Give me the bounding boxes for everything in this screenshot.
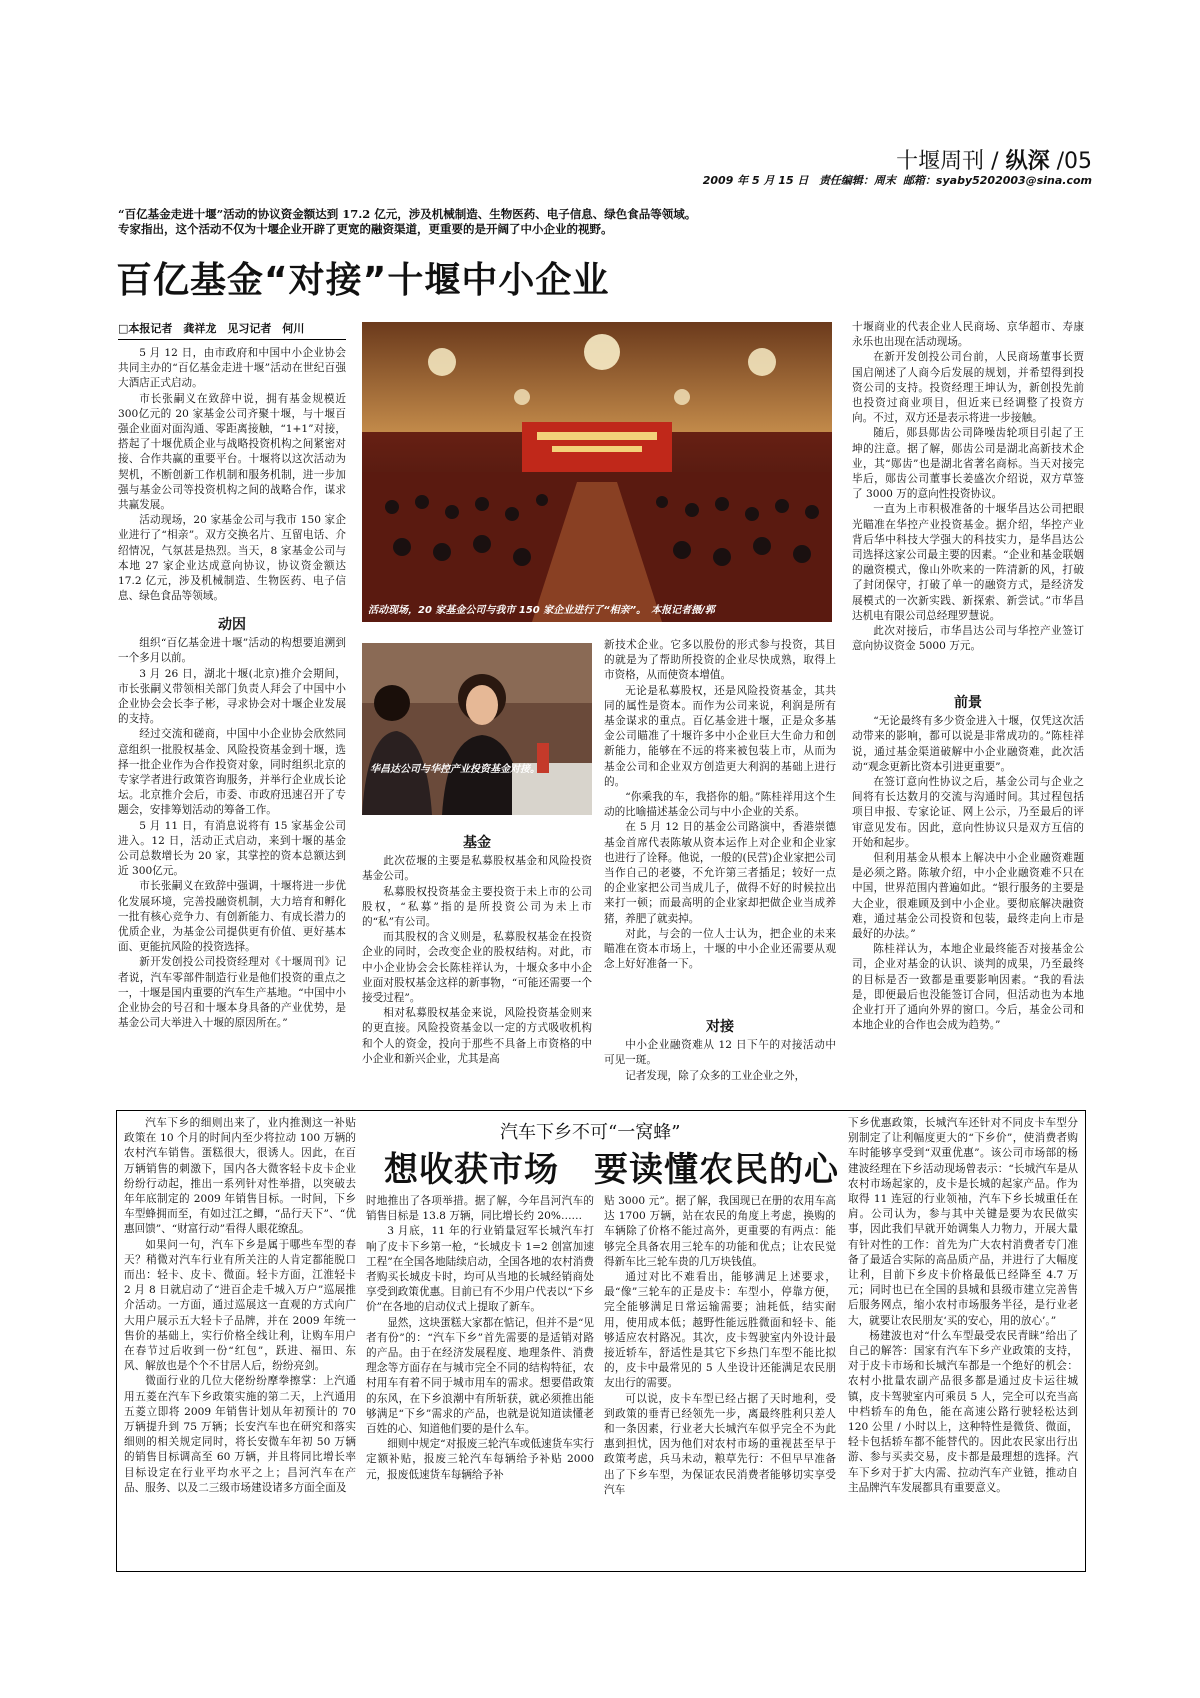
- paragraph: 如果问一句，汽车下乡是属于哪些车型的春天？稍微对汽车行业有所关注的人肯定都能脱口而出：轻卡、皮卡、微面。轻卡方面，江淮轻卡 2 月 8 日就启动了“进百企走千城入万户”巡展推介活动。一方面，通过巡展这一直观的方式向广大用户展示五大轻卡子品牌，并在 2009 年统一售价的基础上，实行价格全线让利，让购车用户在春节过后收到一份“红包”，跃进、福田、东风、解放也是个个不甘居人后，纷纷亮剑。: [124, 1238, 356, 1373]
- paragraph: 3 月 26 日，湖北十堰(北京)推介会期间，市长张嗣义带领相关部门负责人拜会了中国中小企业协会会长李子彬，寻求协会对十堰企业发展的支持。: [118, 667, 346, 726]
- subhead-duijie: 对接: [706, 1019, 734, 1035]
- subhead-dongyin: 动因: [218, 617, 246, 633]
- paragraph: 在新开发创投公司台前，人民商场董事长贾国启阐述了人商今后发展的规划，并希望得到投资公司的支持。投资经理王坤认为，新创投先前也投资过商业项目，但近来已经调整了投资方向。不过，双方还是表示将进一步接触。: [852, 351, 1084, 425]
- paragraph: 经过交流和磋商，中国中小企业协会欣然同意组织一批股权基金、风险投资基金到十堰，选择一批企业作为合作投资对象，同时组织北京的专家学者进行政策咨询服务，并举行企业成长论坛。北京推介会后，市委、市政府迅速召开了专题会，安排筹划活动的筹备工作。: [118, 728, 346, 817]
- top-column-3: [604, 638, 836, 1014]
- conference-illustration: [362, 322, 832, 622]
- paragraph: 汽车下乡的细则出来了，业内推测这一补贴政策在 10 个月的时间内至少将拉动 100 万辆的农村汽车销售。蛋糕很大，很诱人。因此，在百万辆销售的刺激下，国内各大微客轻卡皮卡企业纷纷行动起，推出一系列针对性举措，以突破去年年底制定的 2009 年销售目标。一时间，下乡车型蜂拥而至，有如过江之鲫，“品行天下”、“优惠回馈”、“财富行动”看得人眼花缭乱。: [124, 1117, 356, 1236]
- deck-line-1: “百亿基金走进十堰”活动的协议资金额达到 17.2 亿元，涉及机械制造、生物医药、电子信息、绿色食品等领域。: [118, 207, 697, 221]
- paragraph: 相对私募股权基金来说，风险投资基金则来的更直接。风险投资基金以一定的方式吸收机构和个人的资金，投向于那些不具备上市资格的中小企业和新兴企业，尤其是高: [362, 1007, 592, 1065]
- paragraph: 一直为上市积极准备的十堰华昌达公司把眼光瞄准在华控产业投资基金。据介绍，华控产业背后华中科技大学强大的科技实力，是华昌达公司选择这家公司最主要的因素。“企业和基金联姻的融资模式，像山外吹来的一阵清新的风，打破了封闭保守，打破了单一的融资方式，是经济发展模式的一次新实践、新探索、新尝试。”市华昌达机电有限公司总经理罗慧说。: [852, 503, 1084, 622]
- bottom-column-3: [604, 1194, 836, 1564]
- paragraph: 而其股权的含义则是，私募股权基金在投资企业的同时，会改变企业的股权结构。对此，市中小企业协会会长陈桂祥认为，十堰众多中小企业面对股权基金这样的新事物，“可能还需要一个接受过程”。: [362, 931, 592, 1005]
- paragraph: 市长张嗣义在致辞中强调，十堰将进一步优化发展环境，完善投融资机制，大力培育和孵化一批有核心竞争力、有创新能力、有成长潜力的优质企业，为基金公司提供更有价值、更好基本面、更能抗风险的投资选择。: [118, 880, 346, 954]
- top-column-2: [362, 832, 592, 1082]
- paragraph: 可以说，皮卡车型已经占据了天时地利，受到政策的垂青已经领先一步，离最终胜利只差人和一条因素，行业老大长城汽车似乎完全不为此惠到担忧，因为他们对农村市场的重视甚至早于政策考虑，兵马未动，粮草先行：不但早早准备出了下乡车型，为保证农民消费者能够切实享受汽车: [604, 1392, 836, 1496]
- meeting-photo: [362, 643, 592, 815]
- conference-photo-caption: 活动现场，20 家基金公司与我市 150 家企业进行了“相亲”。 本报记者摄/郭: [368, 605, 715, 616]
- paragraph: 活动现场，20 家基金公司与我市 150 家企业进行了“相亲”。双方交换名片、互留电话、介绍情况，气氛甚是热烈。当天，8 家基金公司与本地 27 家企业达成意向协议，协议资金额达 17.2 亿元，涉及机械制造、生物医药、电子信息、绿色食品等领域。: [118, 514, 346, 603]
- paragraph: 陈桂祥认为，本地企业最终能否对接基金公司，企业对基金的认识、谈判的成果，乃至最终的目标是否一致都是重要影响因素。“我的看法是，即便最后也没能签订合同，但活动也为本地企业打开了通向外界的窗口。今后，基金公司和本地企业的合作也会成为趋势。”: [852, 943, 1084, 1032]
- paragraph: 私募股权投资基金主要投资于未上市的公司股权，“私募”指的是所投资公司为未上市的“私”有公司。: [362, 885, 592, 929]
- paragraph: 时地推出了各项举措。据了解，今年昌河汽车的销售目标是 13.8 万辆，同比增长约 20%……: [366, 1195, 594, 1223]
- top-column-1b: [118, 614, 346, 1080]
- page-number: /05: [1056, 149, 1092, 174]
- paragraph: 下乡优惠政策，长城汽车还针对不同皮卡车型分别制定了让利幅度更大的“下乡价”，使消费者购车时能够享受到“双重优惠”。该公司市场部的杨建波经理在下乡活动现场曾表示：“长城汽车是从农村市场起家的，皮卡是长城的起家产品。作为取得 11 连冠的行业领袖，汽车下乡长城重任在肩。公司认为，参与其中关键是要为农民做实事，因此我们早就开始调集人力物力，开展大量有针对性的工作：首先为广大农村消费者专门准备了最适合实际的高品质产品，并进行了大幅度让利，目前下乡皮卡价格最低已经降至 4.7 万元；同时也已在全国的县城和县级市建立完善售后服务网点，缩小农村市场服务半径，是行业老大，就要让农民朋友‘买的安心，用的放心’。”: [848, 1117, 1078, 1327]
- meeting-illustration: [362, 643, 592, 815]
- paragraph: 细则中规定“对报废三轮汽车或低速货车实行定额补贴，报废三轮汽车每辆给予补贴 2000 元，报废低速货车每辆给予补: [366, 1438, 594, 1481]
- bottom-subhead: 汽车下乡不可“一窝蜂”: [500, 1122, 681, 1143]
- paragraph: 此次对接后，市华昌达公司与华控产业签订意向协议资金 5000 万元。: [852, 625, 1084, 653]
- deck-line-2: 专家指出，这个活动不仅为十堰企业开辟了更宽的融资渠道，更重要的是开阔了中小企业的视野。: [118, 222, 613, 236]
- paragraph: 记者发现，除了众多的工业企业之外，: [625, 1069, 806, 1082]
- paragraph: 杨建波也对“什么车型最受农民青睐”给出了自己的解答：国家有汽车下乡产业政策的支持，对于皮卡市场和长城汽车都是一个绝好的机会：农村小批量农副产品很多都是通过皮卡运往城镇，皮卡驾驶室内可乘员 5 人，完全可以充当高中档轿车的角色，能在高速公路行驶轻松达到 120 公里 / 小时以上，这种特性是微货、微面，轻卡包括轿车都不能替代的。因此农民家出行出游、参与买卖交易，皮卡都是最理想的选择。汽车下乡对于扩大内需、拉动汽车产业链，推动自主品牌汽车发展都具有重要意义。: [848, 1329, 1078, 1494]
- paragraph: 5 月 11 日，有消息说将有 15 家基金公司进入。12 日，活动正式启动，来到十堰的基金公司总数增长为 20 家，其掌控的资本总额达到近 300亿元。: [118, 819, 346, 878]
- issue-date: 2009 年 5 月 15 日: [702, 174, 809, 187]
- paragraph: 中小企业融资难从 12 日下午的对接活动中可见一斑。: [604, 1039, 836, 1067]
- bottom-column-2: [366, 1194, 594, 1564]
- paragraph: 随后，郧县郧齿公司降噪齿轮项目引起了王坤的注意。据了解，郧齿公司是湖北高新技术企业，其“郧齿”也是湖北省著名商标。当天对接完毕后，郧齿公司董事长姜盛次介绍说，双方草签了 3000 万的意向性投资协议。: [852, 427, 1084, 501]
- paragraph: 组织“百亿基金进十堰”活动的构想要追溯到一个多月以前。: [118, 637, 346, 665]
- top-column-3b: [604, 1016, 836, 1082]
- conference-photo: [362, 322, 832, 622]
- paragraph: 通过对比不难看出，能够满足上述要求，最“像”三轮车的正是皮卡：车型小，停靠方便，完全能够满足日常运输需要；油耗低，结实耐用，使用成本低；越野性能远胜微面和轻卡、能够适应农村路况。其次，皮卡驾驶室内外设计最接近轿车，舒适性是其它下乡热门车型不能比拟的，皮卡中最常见的 5 人坐设计还能满足农民朋友出行的需要。: [604, 1271, 836, 1390]
- top-column-4b: [852, 692, 1084, 1080]
- top-column-4: [852, 320, 1084, 692]
- bottom-column-4: [848, 1116, 1078, 1564]
- page-headline: 百亿基金“对接”十堰中小企业: [116, 260, 610, 301]
- section-name: 十堰周刊: [896, 149, 985, 174]
- issue-meta: [703, 172, 1092, 188]
- paragraph: 新技术企业。它多以股份的形式参与投资，其目的就是为了帮助所投资的企业尽快成熟，取得上市资格，从而使资本增值。: [604, 639, 836, 682]
- paragraph: 贴 3000 元”。据了解，我国现已在册的农用车高达 1700 万辆，站在农民的角度上考虑，换购的车辆除了价格不能过高外，更重要的有两点：能够完全具备农用三轮车的功能和优点；让农民觉得新车比三轮车贵的几万块钱值。: [604, 1195, 836, 1268]
- paragraph: 在签订意向性协议之后，基金公司与企业之间将有长达数月的交流与沟通时间。其过程包括项目申报、专家论证、网上公示，乃至最后的评审意见发布。因此，意向性协议只是双方互信的开始和起步。: [852, 776, 1084, 849]
- editor-email: 邮箱：syaby5202003@sina.com: [902, 174, 1092, 187]
- section-header: 十堰周刊 / 纵深 /05: [896, 149, 1092, 174]
- section-category: 纵深: [1005, 149, 1050, 174]
- paragraph: 十堰商业的代表企业人民商场、京华超市、寿康永乐也出现在活动现场。: [852, 321, 1084, 349]
- editor-credit: 责任编辑：周末: [818, 174, 896, 187]
- subhead-qianjing: 前景: [954, 695, 982, 711]
- paragraph: 对此，与会的一位人士认为，把企业的未来瞄准在资本市场上，十堰的中小企业还需要从观念上好好准备一下。: [604, 927, 836, 971]
- paragraph: 在 5 月 12 日的基金公司路演中，香港崇德基金首席代表陈敏从资本运作上对企业和企业家也进行了诠释。他说，一般的(民营)企业家把公司当作自己的老婆，不允许第三者插足；较好一点的企业家把公司当成儿子，做得不好的时候拉出来打一顿；而最高明的企业家却把做企业当成养猪，养肥了就卖掉。: [604, 821, 836, 925]
- paragraph: 无论是私募股权，还是风险投资基金，其共同的属性是资本。而作为公司来说，利润是所有基金谋求的重点。百亿基金进十堰，正是众多基金公司瞄准了十堰许多中小企业巨大生命力和创新能力，能够在不远的将来被包装上市，从而为基金公司和企业双方创造更大利润的基础上进行的。: [604, 684, 836, 788]
- paragraph: 此次莅堰的主要是私募股权基金和风险投资基金公司。: [362, 855, 592, 883]
- byline: □本报记者 龚祥龙 见习记者 何川: [118, 320, 346, 340]
- paragraph: 微面行业的几位大佬纷纷摩拳擦掌：上汽通用五菱在汽车下乡政策实施的第二天，上汽通用五菱立即将 2009 年销售计划从年初预计的 70 万辆提升到 75 万辆；长安汽车也在研究和落实细则的相关规定同时，将长安微车年初 50 万辆的销售目标调高至 60 万辆，并且将同比增长率目标设定在行业平均水平之上；昌河汽车在产品、服务、以及二三级市场建设诸多方面全面及: [124, 1375, 356, 1494]
- paragraph: “无论最终有多少资金进入十堰，仅凭这次活动带来的影响，都可以说是非常成功的。”陈桂祥说，通过基金渠道破解中小企业融资难，此次活动“观念更新比资本引进更重要”。: [852, 715, 1084, 773]
- paragraph: 3 月底，11 年的行业销量冠军长城汽车打响了皮卡下乡第一枪，“长城皮卡 1=2 创富加速工程”在全国各地陆续启动，全国各地的农村消费者购买长城皮卡时，均可从当地的长城经销商处享受到政策优惠。目前已有不少用户代表以“下乡价”在各地的启动仪式上提取了新车。: [366, 1225, 594, 1314]
- paragraph: “你乘我的车，我搭你的船。”陈桂祥用这个生动的比喻描述基金公司与中小企业的关系。: [604, 791, 836, 819]
- top-column-1: [118, 346, 346, 614]
- bottom-headline: 想收获市场 要读懂农民的心: [384, 1150, 839, 1190]
- subhead-jijin: 基金: [463, 835, 491, 851]
- paragraph: 市长张嗣义在致辞中说，拥有基金规模近 300亿元的 20 家基金公司齐聚十堰，与十堰百强企业面对面沟通、零距离接触，“1+1”对接，搭起了十堰优质企业与战略投资机构之间紧密对接、合作共赢的重要平台。十堰将以这次活动为契机，不断创新工作机制和服务机制，进一步加强与基金公司等投资机构之间的战略合作，谋求共赢发展。: [118, 392, 346, 512]
- paragraph: 显然，这块蛋糕大家都在惦记，但并不是“见者有份”的：“汽车下乡”首先需要的是适销对路的产品。由于在经济发展程度、地理条件、消费理念等方面存在与城市完全不同的结构特征，农村用车有着不同于城市用车的需求。想要借政策的东风，在下乡浪潮中有所斩获，就必须推出能够满足“下乡”需求的产品，也就是说知道读懂老百姓的心、知道他们要的是什么车。: [366, 1316, 594, 1436]
- paragraph: 5 月 12 日，由市政府和中国中小企业协会共同主办的“百亿基金走进十堰”活动在世纪百强大酒店正式启动。: [118, 347, 346, 390]
- bottom-column-1: [124, 1116, 356, 1564]
- paragraph: 新开发创投公司投资经理对《十堰周刊》记者说，汽车零部件制造行业是他们投资的重点之一，十堰是国内重要的汽车生产基地。“中国中小企业协会的号召和十堰本身具备的产业优势，是基金公司大举进入十堰的原因所在。”: [118, 956, 346, 1030]
- paragraph: 但利用基金从根本上解决中小企业融资难题是必须之路。陈敏介绍，中小企业融资难不只在中国，世界范围内普遍如此。“银行服务的主要是大企业，很难顾及到中小企业。要彻底解决融资难，通过基金公司投资和包装，最终走向上市是最好的办法。”: [852, 852, 1084, 941]
- meeting-photo-caption: 华昌达公司与华控产业投资基金对接。: [370, 764, 540, 775]
